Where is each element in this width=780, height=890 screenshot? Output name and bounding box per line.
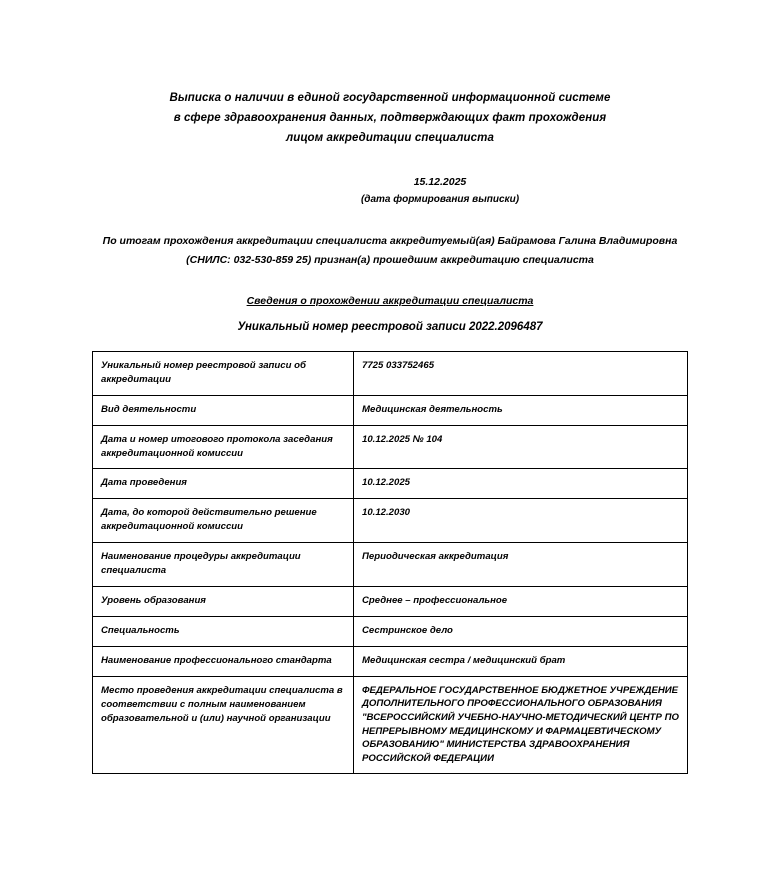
row-value: Периодическая аккредитация xyxy=(354,543,688,587)
table-row xyxy=(93,586,688,616)
table-row xyxy=(93,395,688,425)
table-body xyxy=(93,351,688,773)
table-row xyxy=(93,425,688,469)
row-value: Медицинская сестра / медицинский брат xyxy=(354,646,688,676)
registry-number: Уникальный номер реестровой записи 2022.2096487 xyxy=(237,320,543,333)
row-value: 7725 033752465 xyxy=(354,351,688,395)
accreditation-statement: По итогам прохождения аккредитации специалиста аккредитуемый(ая) Байрамова Галина Владимировна (СНИЛС: 032-530-859 25) признан(а) прошедшим аккредитацию специалиста xyxy=(102,235,678,266)
formation-date-caption: (дата формирования выписки) xyxy=(360,194,520,206)
row-label: Наименование процедуры аккредитации специалиста xyxy=(93,543,354,587)
row-label: Уникальный номер реестровой записи об аккредитации xyxy=(93,351,354,395)
row-label: Вид деятельности xyxy=(93,395,354,425)
row-value: Среднее – профессиональное xyxy=(354,586,688,616)
page-title: Выписка о наличии в единой государственной информационной системе в сфере здравоохранения данных, подтверждающих факт прохождения лицом аккредитации специалиста xyxy=(169,92,611,145)
table-row xyxy=(93,543,688,587)
table-row xyxy=(93,646,688,676)
row-value: 10.12.2025 xyxy=(354,469,688,499)
row-label: Дата проведения xyxy=(93,469,354,499)
table-row xyxy=(93,469,688,499)
date-block xyxy=(92,174,688,208)
row-value: ФЕДЕРАЛЬНОЕ ГОСУДАРСТВЕННОЕ БЮДЖЕТНОЕ УЧРЕЖДЕНИЕ ДОПОЛНИТЕЛЬНОГО ПРОФЕССИОНАЛЬНОГО ОБРАЗОВАНИЯ "ВСЕРОССИЙСКИЙ УЧЕБНО-НАУЧНО-МЕТОДИЧЕСКИЙ ЦЕНТР ПО НЕПРЕРЫВНОМУ МЕДИЦИНСКОМУ И ФАРМАЦЕВТИЧЕСКОМУ ОБРАЗОВАНИЮ" МИНИСТЕРСТВА ЗДРАВООХРАНЕНИЯ РОССИЙСКОЙ ФЕДЕРАЦИИ xyxy=(354,676,688,774)
row-label: Дата и номер итогового протокола заседания аккредитационной комиссии xyxy=(93,425,354,469)
row-label: Специальность xyxy=(93,616,354,646)
table-row xyxy=(93,676,688,774)
row-value: Медицинская деятельность xyxy=(354,395,688,425)
row-value: 10.12.2025 № 104 xyxy=(354,425,688,469)
table-row xyxy=(93,351,688,395)
formation-date-value: 15.12.2025 xyxy=(413,176,467,189)
row-label: Наименование профессионального стандарта xyxy=(93,646,354,676)
section-heading: Сведения о прохождении аккредитации специалиста xyxy=(246,294,534,307)
accreditation-details-table xyxy=(92,351,688,774)
table-row xyxy=(93,499,688,543)
row-label: Место проведения аккредитации специалиста в соответствии с полным наименованием образовательной и (или) научной организации xyxy=(93,676,354,774)
row-label: Дата, до которой действительно решение аккредитационной комиссии xyxy=(93,499,354,543)
row-label: Уровень образования xyxy=(93,586,354,616)
row-value: Сестринское дело xyxy=(354,616,688,646)
row-value: 10.12.2030 xyxy=(354,499,688,543)
table-row xyxy=(93,616,688,646)
